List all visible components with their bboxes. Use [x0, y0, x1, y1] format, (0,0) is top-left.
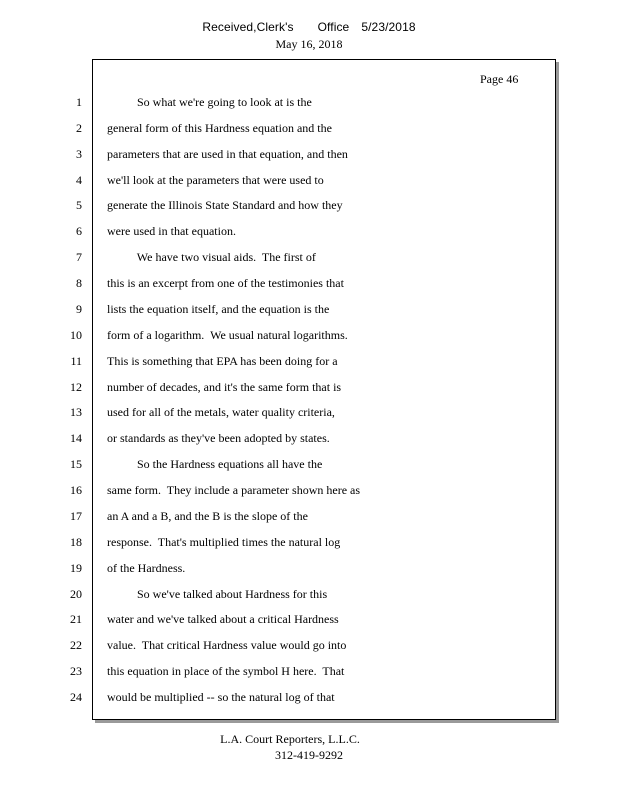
line-text: So we've talked about Hardness for this: [107, 587, 328, 601]
line-text: This is something that EPA has been doing for a: [107, 354, 338, 368]
line-text: water and we've talked about a critical Hardness: [107, 612, 339, 626]
line-number: 7: [76, 250, 82, 264]
footer-company: L.A. Court Reporters, L.L.C.: [220, 732, 360, 746]
line-number: 16: [70, 483, 82, 497]
line-text: value. That critical Hardness value would go into: [107, 638, 347, 652]
line-text: parameters that are used in that equation, and then: [107, 147, 348, 161]
line-number: 18: [70, 535, 82, 549]
line-number: 3: [76, 147, 82, 161]
line-text: used for all of the metals, water quality criteria,: [107, 405, 335, 419]
line-number: 10: [70, 328, 82, 342]
line-number: 9: [76, 302, 82, 316]
line-text: lists the equation itself, and the equation is the: [107, 302, 330, 316]
line-number: 17: [70, 509, 82, 523]
stamp-received: Received,Clerk's: [202, 20, 294, 34]
line-text: an A and a B, and the B is the slope of the: [107, 509, 308, 523]
line-number: 5: [76, 198, 82, 212]
stamp-office: Office: [317, 20, 350, 34]
line-number: 11: [70, 354, 82, 368]
line-text: response. That's multiplied times the natural log: [107, 535, 341, 549]
line-number: 14: [70, 431, 82, 445]
header-date: May 16, 2018: [275, 37, 343, 51]
line-text: or standards as they've been adopted by states.: [107, 431, 330, 445]
line-text: this equation in place of the symbol H here. That: [107, 664, 345, 678]
line-text: form of a logarithm. We usual natural logarithms.: [107, 328, 348, 342]
line-text: So what we're going to look at is the: [107, 95, 312, 109]
page-number: Page 46: [480, 72, 519, 86]
line-number: 23: [70, 664, 82, 678]
line-text: number of decades, and it's the same form that is: [107, 380, 342, 394]
line-number: 15: [70, 457, 82, 471]
line-number: 6: [76, 224, 82, 238]
received-stamp: [0, 20, 618, 34]
footer-phone: 312-419-9292: [275, 748, 343, 762]
line-text: this is an excerpt from one of the testimonies that: [107, 276, 344, 290]
line-number: 12: [70, 380, 82, 394]
line-number: 1: [76, 95, 82, 109]
line-text: would be multiplied -- so the natural log of that: [107, 690, 335, 704]
line-number: 21: [70, 612, 82, 626]
line-text: general form of this Hardness equation and the: [107, 121, 332, 135]
line-number: 24: [70, 690, 82, 704]
line-text: generate the Illinois State Standard and how they: [107, 198, 343, 212]
line-number: 22: [70, 638, 82, 652]
line-number: 20: [70, 587, 82, 601]
line-number: 4: [76, 173, 82, 187]
line-text: we'll look at the parameters that were used to: [107, 173, 324, 187]
line-number: 8: [76, 276, 82, 290]
line-number: 13: [70, 405, 82, 419]
line-text: We have two visual aids. The first of: [107, 250, 316, 264]
line-number: 2: [76, 121, 82, 135]
line-number: 19: [70, 561, 82, 575]
line-text: were used in that equation.: [107, 224, 236, 238]
stamp-date: 5/23/2018: [361, 20, 416, 34]
line-text: same form. They include a parameter shown here as: [107, 483, 361, 497]
line-text: of the Hardness.: [107, 561, 186, 575]
line-text: So the Hardness equations all have the: [107, 457, 323, 471]
